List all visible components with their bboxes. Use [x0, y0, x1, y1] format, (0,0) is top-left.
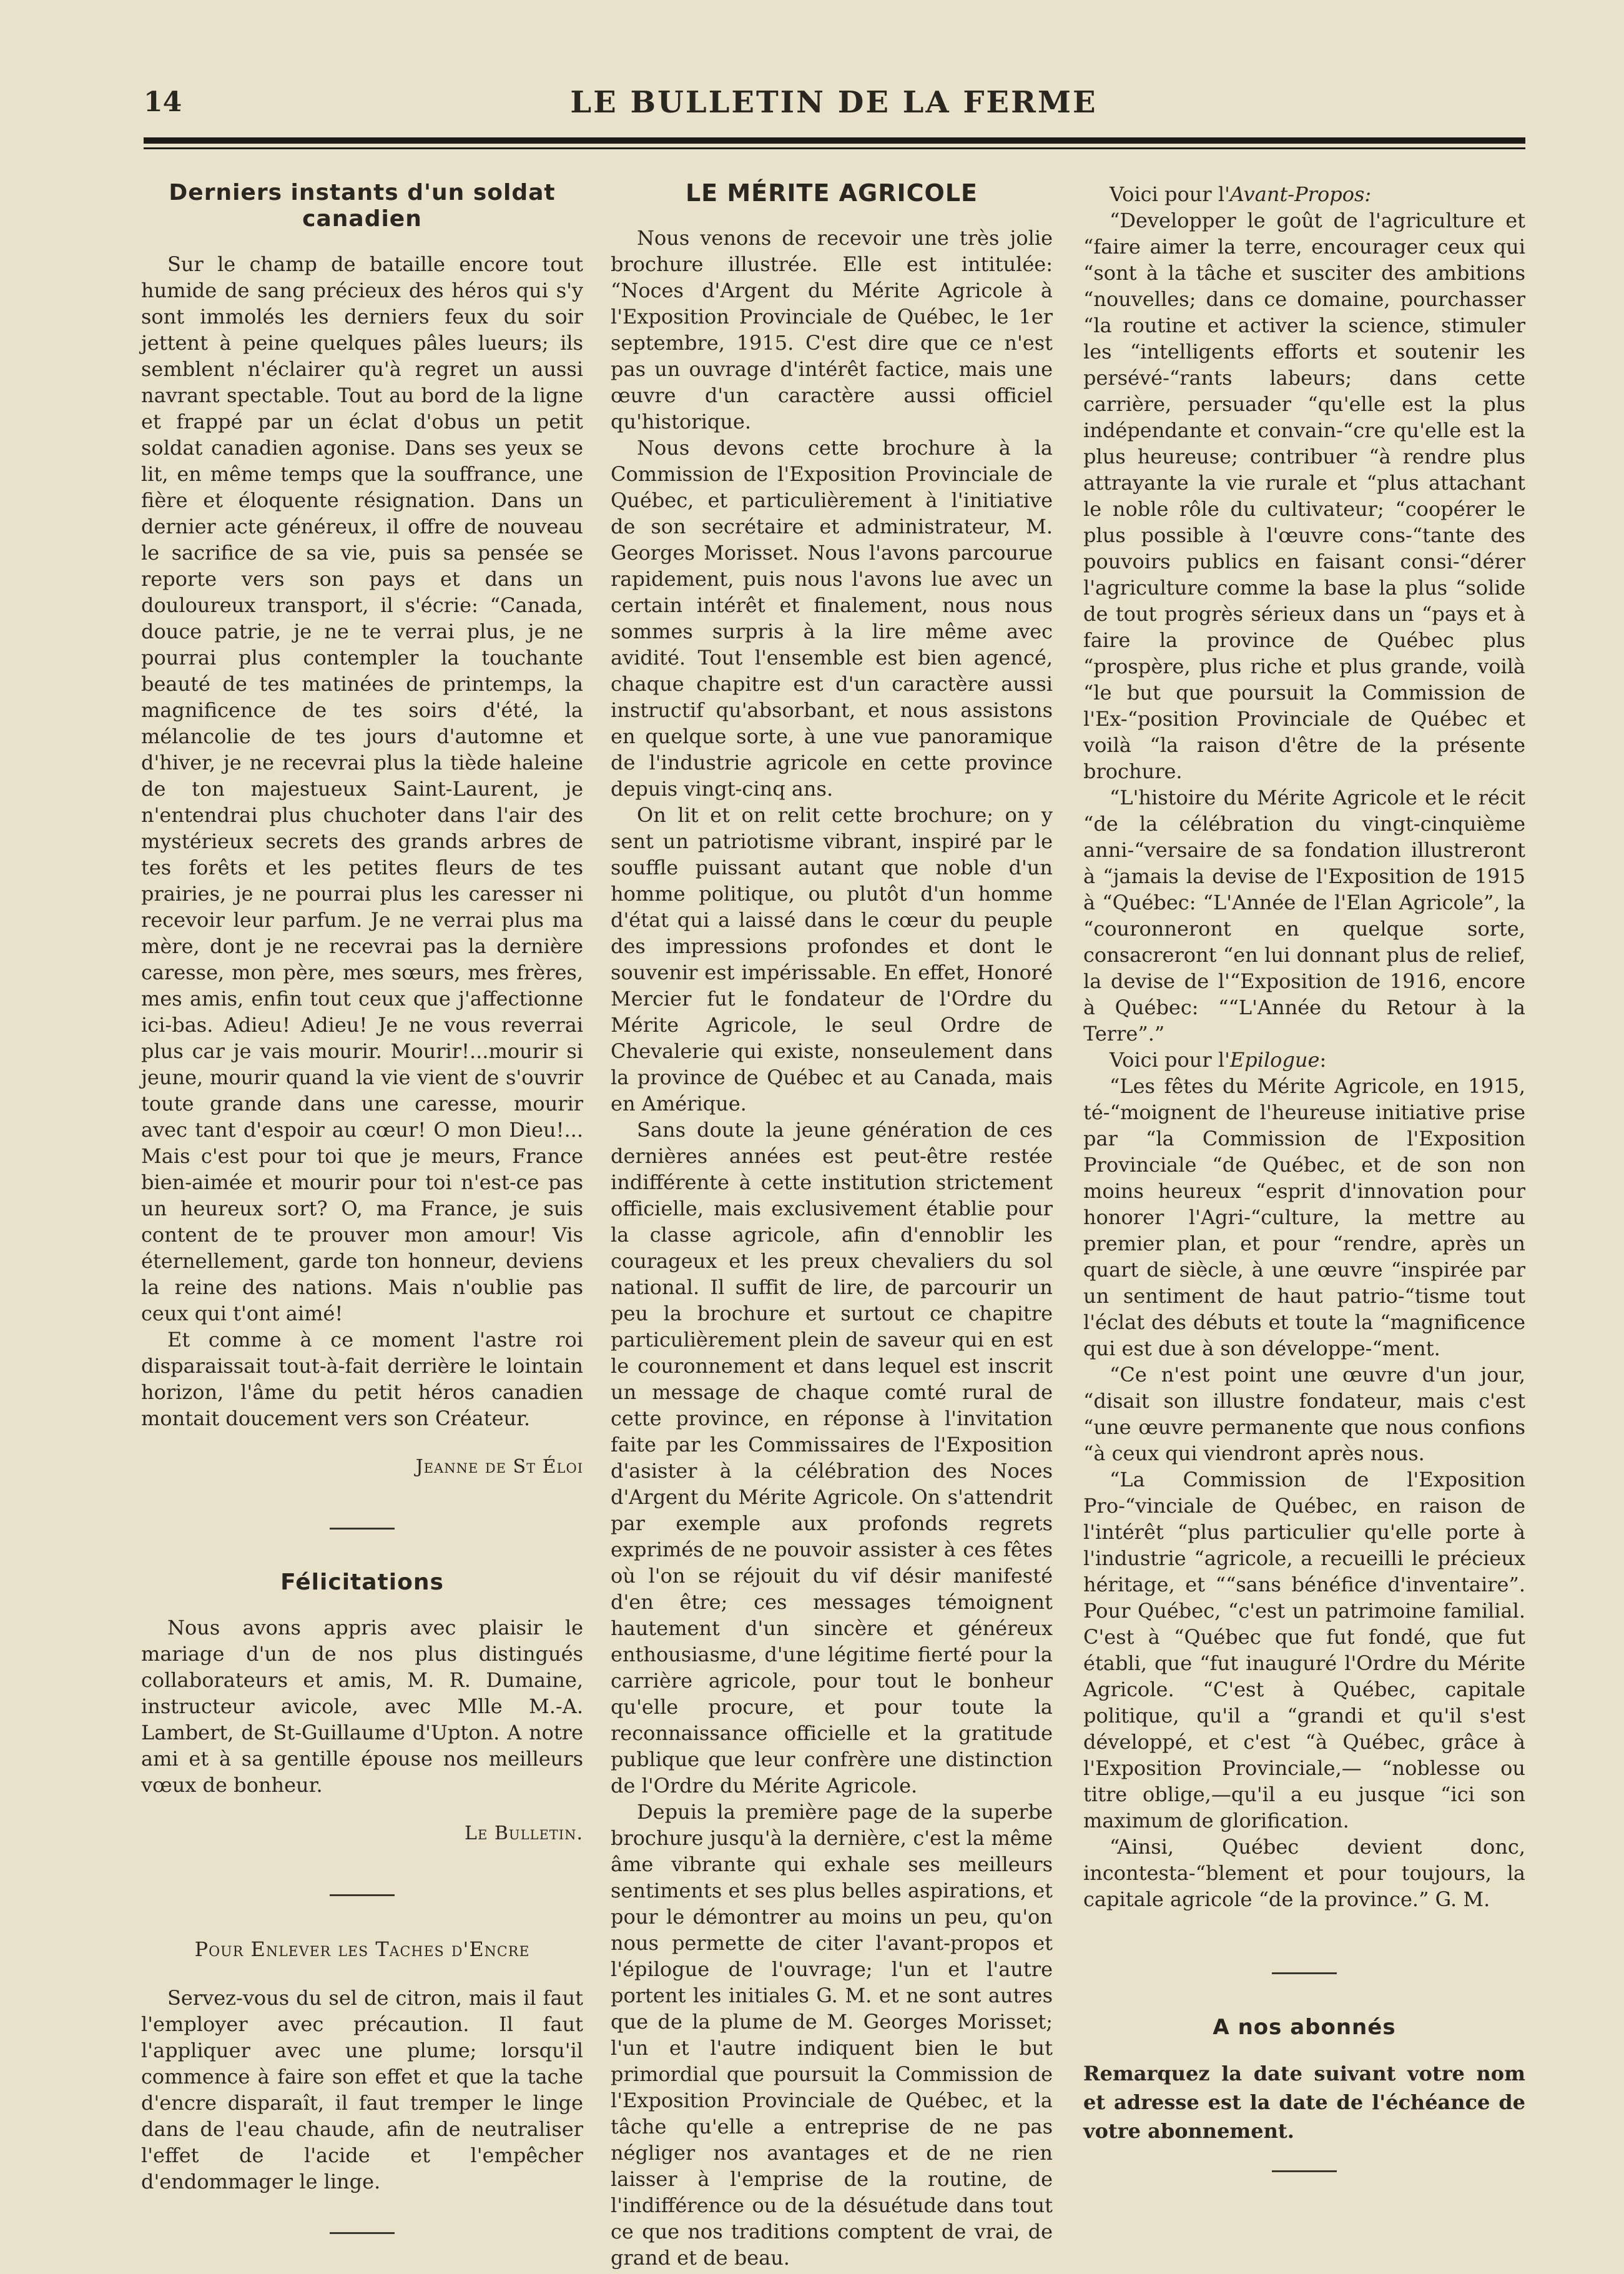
article-paragraph: Depuis la première page de la superbe brochure jusqu'à la dernière, c'est la même âme vibrante qui exhale ses meilleurs sentiments et ses plus belles aspirations, et pour le démontrer au moins un peu, qu'on nous permette de citer l'avant-propos et l'épilogue de l'ouvrage; l'un et l'autre portent les initiales G. M. et ne sont autres que de la plume de M. Georges Morisset; l'un et l'autre indiquent bien le but primordial que poursuit la Commission de l'Exposition Provinciale de Québec, et la tâche qu'elle a entreprise de ne pas négliger nos avantages et de ne rien laisser à l'emprise de la routine, de l'indifférence ou de la désuétude dans tout ce que nos traditions comptent de vrai, de grand et de beau. [611, 1800, 1053, 2270]
quote-paragraph: “Developper le goût de l'agriculture et “faire aimer la terre, encourager ceux qui “sont à la tâche et susciter des ambitions “nouvelles; dans ce domaine, pourchasser “la routine et activer la science, stimuler les “intelligents efforts et soutenir les persévé-“rants labeurs; dans cette carrière, persuader “qu'elle est la plus indépendante et convain-“cre qu'elle est la plus heureuse; contribuer “à rendre plus attrayante la vie rurale et “plus attachant le noble rôle du cultivateur; “coopérer le plus possible à l'œuvre cons-“tante des pouvoirs publics en faisant consi-“dérer l'agriculture comme la base la plus “solide de tout progrès sérieux dans un “pays et à faire la province de Québec plus “prospère, plus riche et plus grande, voilà “le but que poursuit la Commission de l'Ex-“position Provinciale de Québec et voilà “la raison d'être de la présente brochure. [1083, 209, 1525, 783]
article-title-felicitations: Félicitations [280, 1570, 444, 1595]
section-divider [1272, 2170, 1337, 2172]
section-divider [330, 1894, 395, 1896]
column-center [611, 175, 1053, 2271]
epilogue-label: Epilogue [1229, 1048, 1320, 1072]
masthead-title: LE BULLETIN DE LA FERME [570, 85, 1098, 120]
notice-title: A nos abonnés [1213, 2015, 1396, 2040]
article-paragraph: On lit et on relit cette brochure; on y sent un patriotisme vibrant, inspiré par le souffle puissant autant que noble d'un homme politique, ou plutôt d'un homme d'état qui a laissé dans le cœur du peuple des impressions profondes et dont le souvenir est impérissable. En effet, Honoré Mercier fut le fondateur de l'Ordre du Mérite Agricole, le seul Ordre de Chevalerie qui existe, nonseulement dans la province de Québec et au Canada, mais en Amérique. [611, 803, 1053, 1115]
article-title-taches: Pour Enlever les Taches d'Encre [194, 1937, 530, 1961]
section-divider [330, 2232, 395, 2234]
article-paragraph: Nous avons appris avec plaisir le mariage d'un de nos plus distingués collaborateurs et amis, M. R. Dumaine, instructeur avicole, avec Mlle M.-A. Lambert, de St-Guillaume d'Upton. A notre ami et à sa gentille épouse nos meilleurs vœux de bonheur. [141, 1616, 583, 1797]
article-title-soldat: Derniers instants d'un soldat canadien [169, 180, 556, 232]
article-signature: Le Bulletin. [465, 1822, 583, 1844]
article-paragraph: Sans doute la jeune génération de ces dernières années est peut-être restée indifférente à cette institution strictement officielle, mais exclusivement établie pour la classe agricole, afin d'ennoblir les courageux et les preux chevaliers du sol national. Il suffit de lire, de parcourir un peu la brochure et surtout ce chapitre particulièrement plein de saveur qui en est le couronnement et dans lequel est inscrit un message de chaque comté rural de cette province, en réponse à l'invitation faite par les Commissaires de l'Exposition d'asister à la célébration des Noces d'Argent du Mérite Agricole. On s'attendrit par exemple aux profonds regrets exprimés de ne pouvoir assister à ces fêtes où l'on se réjouit du vif désir manifesté d'en être; ces messages témoignent hautement d'un sincère et généreux enthousiasme, d'une légitime fierté pour la carrière agricole, pour tout le bonheur qu'elle procure, et pour toute la reconnaissance officielle et la gratitude publique que leur confrère une distinction de l'Ordre du Mérite Agricole. [611, 1118, 1053, 1797]
masthead-rule-light [144, 147, 1525, 149]
quote-paragraph: “La Commission de l'Exposition Pro-“vinciale de Québec, en raison de l'intérêt “plus particulier qu'elle porte à l'industrie “agricole, a recueilli le précieux héritage, et ““sans bénéfice d'inventaire”. Pour Québec, “c'est un patrimoine familial. C'est à “Québec que fut fondé, que fut établi, que “fut inauguré l'Ordre du Mérite Agricole. “C'est à Québec, capitale politique, qu'il a “grandi et qu'il s'est développé, et c'est “à Québec, grâce à l'Exposition Provinciale,— “noblesse ou titre oblige,—qu'il a eu jusque “ici son maximum de glorification. [1083, 1468, 1525, 1832]
article-paragraph: Nous devons cette brochure à la Commission de l'Exposition Provinciale de Québec, et particulièrement à l'initiative de son secrétaire et administrateur, M. Georges Morisset. Nous l'avons parcourue rapidement, puis nous l'avons lue avec un certain intérêt et finalement, nous nous sommes surpris à la lire même avec avidité. Tout l'ensemble est bien agencé, chaque chapitre est d'un caractère aussi instructif qu'absorbant, et nous assistons en quelque sorte, à une vue panoramique de l'industrie agricole en cette province depuis vingt-cinq ans. [611, 436, 1053, 801]
article-paragraph: Servez-vous du sel de citron, mais il faut l'employer avec précaution. Il faut l'appliquer avec une plume; lorsqu'il commence à faire son effet et que la tache d'encre disparaît, il faut tremper le linge dans de l'eau chaude, afin de neutraliser l'effet de l'acide et l'empêcher d'endommager le linge. [141, 1986, 583, 2193]
avant-propos-intro: Voici pour l'Avant-Propos: [1110, 182, 1372, 206]
section-divider [1272, 1972, 1337, 1974]
section-divider [330, 1528, 395, 1530]
quote-paragraph: “Ce n'est point une œuvre d'un jour, “disait son illustre fondateur, mais c'est “une œuvre permanente que nous confions “à ceux qui viendront après nous. [1083, 1363, 1525, 1465]
article-paragraph: Nous venons de recevoir une très jolie brochure illustrée. Elle est intitulée: “Noces d'Argent du Mérite Agricole à l'Exposition Provinciale de Québec, le 1er septembre, 1915. C'est dire que ce n'est pas un ouvrage d'intérêt factice, mais une œuvre d'un caractère aussi officiel qu'historique. [611, 226, 1053, 433]
notice-text: Remarquez la date suivant votre nom et adresse est la date de l'échéance de votre abonnement. [1083, 2062, 1525, 2143]
page-number: 14 [144, 86, 182, 118]
masthead-rule-heavy [144, 137, 1525, 144]
epilogue-intro: Voici pour l'Epilogue: [1110, 1048, 1327, 1072]
quote-paragraph: “Ainsi, Québec devient donc, incontesta-“blement et pour toujours, la capitale agricole “de la province.” G. M. [1083, 1835, 1525, 1911]
quote-paragraph: “L'histoire du Mérite Agricole et le récit “de la célébration du vingt-cinquième anni-“versaire de sa fondation illustreront à “jamais la devise de l'Exposition de 1915 à “Québec: “L'Année de l'Elan Agricole”, la “couronneront en quelque sorte, consacreront “en lui donnant plus de relief, la devise de l'“Exposition de 1916, encore à Québec: ““L'Année du Retour à la Terre”.” [1083, 786, 1525, 1046]
article-paragraph: Et comme à ce moment l'astre roi disparaissait tout-à-fait derrière le lointain horizon, l'âme du petit héros canadien montait doucement vers son Créateur. [141, 1328, 583, 1430]
quote-paragraph: “Les fêtes du Mérite Agricole, en 1915, té-“moignent de l'heureuse initiative prise par “la Commission de l'Exposition Provinciale “de Québec, et de son non moins heureux “esprit d'innovation pour honorer l'Agri-“culture, la mettre au premier plan, et pour “rendre, après un quart de siècle, à une œuvre “inspirée par un sentiment de haut patrio-“tisme tout l'éclat des débuts et toute la “magnificence qui est due à son développe-“ment. [1083, 1074, 1525, 1360]
column-right [1083, 181, 1525, 2212]
article-title-merite: LE MÉRITE AGRICOLE [685, 179, 978, 207]
article-paragraph: Sur le champ de bataille encore tout humide de sang précieux des héros qui s'y sont immolés les derniers feux du soir jettent à peine quelques pâles lueurs; ils semblent n'éclairer qu'à regret un aussi navrant spectable. Tout au bord de la ligne et frappé par un éclat d'obus un petit soldat canadien agonise. Dans ses yeux se lit, en même temps que la souffrance, une fière et éloquente résignation. Dans un dernier acte généreux, il offre de nouveau le sacrifice de sa vie, puis sa pensée se reporte vers son pays et dans un douloureux transport, il s'écrie: “Canada, douce patrie, je ne te verrai plus, je ne pourrai plus contempler la touchante beauté de tes matinées de printemps, la magnificence de tes soirs d'été, la mélancolie de tes jours d'automne et d'hiver, je ne recevrai plus la tiède haleine de ton majestueux Saint-Laurent, je n'entendrai plus chuchoter dans l'air des mystérieux secrets des grands arbres de tes forêts et les petites fleurs de tes prairies, je ne pourrai plus les caresser ni recevoir leur parfum. Je ne verrai plus ma mère, dont je ne recevrai pas la dernière caresse, mon père, mes sœurs, mes frères, mes amis, enfin tout ceux que j'affectionne ici-bas. Adieu! Adieu! Je ne vous reverrai plus car je vais mourir. Mourir!...mourir si jeune, mourir quand la vie vient de s'ouvrir toute grande dans une caresse, mourir avec tant d'espoir au cœur! O mon Dieu!... Mais c'est pour toi que je meurs, France bien-aimée et mourir pour toi n'est-ce pas un heureux sort? O, ma France, je suis content de te prouver mon amour! Vis éternellement, garde ton honneur, deviens la reine des nations. Mais n'oublie pas ceux qui t'ont aimé! [141, 252, 583, 1325]
column-left [141, 175, 583, 2274]
article-signature: Jeanne de St Éloi [415, 1456, 583, 1478]
avant-propos-label: Avant-Propos: [1229, 182, 1372, 206]
